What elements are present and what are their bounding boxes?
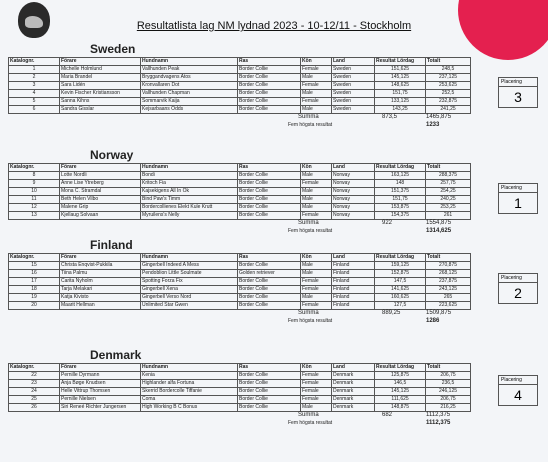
column-header-forare: Förare	[60, 58, 141, 66]
resultat-cell: 159,125	[375, 262, 426, 270]
column-header-forare: Förare	[60, 364, 141, 372]
column-header-katalog: Katalognr.	[9, 58, 60, 66]
table-row	[9, 212, 471, 220]
katalog-cell: 9	[9, 180, 60, 188]
totalt-cell: 237,875	[426, 278, 471, 286]
totalt-cell: 241,25	[426, 106, 471, 114]
column-header-land: Land	[332, 164, 375, 172]
ras-cell: Border Collie	[238, 212, 301, 220]
forare-cell: Maria Brandel	[60, 74, 141, 82]
fem-hogsta-label: Fem högsta resultat	[288, 420, 333, 426]
table-row	[9, 294, 471, 302]
totalt-cell: 261	[426, 212, 471, 220]
katalog-cell: 26	[9, 404, 60, 412]
hundnamn-cell: Highlander alfa Fortuna	[141, 380, 238, 388]
resultat-cell: 151,375	[375, 188, 426, 196]
forare-cell: Sanna Kihns	[60, 98, 141, 106]
ras-cell: Border Collie	[238, 294, 301, 302]
page-title	[0, 20, 548, 32]
totalt-cell: 243,125	[426, 286, 471, 294]
katalog-cell: 11	[9, 196, 60, 204]
ras-cell: Border Collie	[238, 66, 301, 74]
kon-cell: Male	[301, 172, 332, 180]
table-row	[9, 188, 471, 196]
ras-cell: Border Collie	[238, 396, 301, 404]
forare-cell: Lotte Nordli	[60, 172, 141, 180]
summa-totalt: 1509,875	[426, 310, 452, 316]
katalog-cell: 10	[9, 188, 60, 196]
column-header-kon: Kön	[301, 164, 332, 172]
land-cell: Norway	[332, 204, 375, 212]
resultat-cell: 111,625	[375, 396, 426, 404]
table-header-row	[9, 58, 471, 66]
kon-cell: Male	[301, 106, 332, 114]
resultat-cell: 148,625	[375, 82, 426, 90]
forare-cell: Beth Helen Vilbo	[60, 196, 141, 204]
totalt-cell: 248,5	[426, 66, 471, 74]
resultat-cell: 146,5	[375, 380, 426, 388]
placering-value: 4	[514, 387, 522, 403]
hundnamn-cell: Unlimited Star Gwen	[141, 302, 238, 310]
forare-cell: Tiina Palmu	[60, 270, 141, 278]
totalt-cell: 268,125	[426, 270, 471, 278]
ras-cell: Border Collie	[238, 196, 301, 204]
table-header-row	[9, 254, 471, 262]
hundnamn-cell: Vallhunden Peak	[141, 66, 238, 74]
table-row	[9, 380, 471, 388]
resultat-cell: 151,625	[375, 66, 426, 74]
totalt-cell: 236,5	[426, 380, 471, 388]
land-cell: Denmark	[332, 396, 375, 404]
kon-cell: Female	[301, 286, 332, 294]
forare-cell: Siri Reneé Richter Jungersen	[60, 404, 141, 412]
column-header-hund: Hundnamn	[141, 254, 238, 262]
forare-cell: Anja Bøge Knudsen	[60, 380, 141, 388]
kon-cell: Female	[301, 396, 332, 404]
katalog-cell: 3	[9, 82, 60, 90]
column-header-kon: Kön	[301, 254, 332, 262]
resultat-cell: 147,5	[375, 278, 426, 286]
forare-cell: Pernille Dyrmann	[60, 372, 141, 380]
kon-cell: Male	[301, 262, 332, 270]
totalt-cell: 223,625	[426, 302, 471, 310]
team-table	[8, 253, 471, 310]
table-row	[9, 204, 471, 212]
kon-cell: Male	[301, 270, 332, 278]
totalt-cell: 246,125	[426, 388, 471, 396]
table-row	[9, 82, 471, 90]
ras-cell: Border Collie	[238, 188, 301, 196]
land-cell: Finland	[332, 294, 375, 302]
summa-resultat: 889,25	[382, 310, 401, 316]
katalog-cell: 4	[9, 90, 60, 98]
fem-hogsta-label: Fem högsta resultat	[288, 228, 333, 234]
hundnamn-cell: Spotting Forza Fix	[141, 278, 238, 286]
forare-cell: Mona C. Stramdal	[60, 188, 141, 196]
totalt-cell: 252,5	[426, 90, 471, 98]
ras-cell: Border Collie	[238, 90, 301, 98]
totalt-cell: 216,25	[426, 404, 471, 412]
column-header-kon: Kön	[301, 58, 332, 66]
land-cell: Norway	[332, 172, 375, 180]
fem-hogsta-label: Fem högsta resultat	[288, 318, 333, 324]
land-cell: Finland	[332, 262, 375, 270]
placering-box	[498, 77, 538, 108]
column-header-ras: Ras	[238, 254, 301, 262]
column-header-resultat: Resultat Lördag	[375, 364, 426, 372]
column-header-hund: Hundnamn	[141, 164, 238, 172]
ras-cell: Border Collie	[238, 82, 301, 90]
katalog-cell: 13	[9, 212, 60, 220]
table-row	[9, 66, 471, 74]
kon-cell: Female	[301, 278, 332, 286]
totalt-cell: 288,375	[426, 172, 471, 180]
column-header-katalog: Katalognr.	[9, 164, 60, 172]
placering-box	[498, 375, 538, 406]
hundnamn-cell: Gingerbell Xena	[141, 286, 238, 294]
land-cell: Sweden	[332, 98, 375, 106]
summa-totalt: 1465,875	[426, 114, 452, 120]
ras-cell: Border Collie	[238, 74, 301, 82]
land-cell: Finland	[332, 278, 375, 286]
totalt-cell: 257,75	[426, 180, 471, 188]
totalt-cell: 206,75	[426, 396, 471, 404]
hundnamn-cell: Bryggandvagens Atos	[141, 74, 238, 82]
katalog-cell: 17	[9, 278, 60, 286]
hundnamn-cell: High Working B C Bonus	[141, 404, 238, 412]
resultat-cell: 152,875	[375, 270, 426, 278]
resultat-cell: 153,875	[375, 204, 426, 212]
summa-label: Summa	[298, 220, 319, 226]
land-cell: Denmark	[332, 404, 375, 412]
kon-cell: Female	[301, 180, 332, 188]
table-row	[9, 90, 471, 98]
totalt-cell: 240,25	[426, 196, 471, 204]
column-header-totalt: Totalt	[426, 254, 471, 262]
totalt-cell: 253,25	[426, 204, 471, 212]
table-row	[9, 262, 471, 270]
placering-value: 1	[514, 195, 522, 211]
fem-hogsta-value: 1286	[426, 318, 440, 324]
summa-label: Summa	[298, 310, 319, 316]
hundnamn-cell: Coma	[141, 396, 238, 404]
land-cell: Norway	[332, 212, 375, 220]
table-row	[9, 196, 471, 204]
table-header-row	[9, 364, 471, 372]
hundnamn-cell: Bondi	[141, 172, 238, 180]
forare-cell: Tarja Melakari	[60, 286, 141, 294]
ras-cell: Border Collie	[238, 106, 301, 114]
resultat-cell: 151,75	[375, 196, 426, 204]
katalog-cell: 5	[9, 98, 60, 106]
kon-cell: Male	[301, 74, 332, 82]
land-cell: Sweden	[332, 82, 375, 90]
table-row	[9, 372, 471, 380]
ras-cell: Border Collie	[238, 372, 301, 380]
hundnamn-cell: Bind Paw's Timm	[141, 196, 238, 204]
forare-cell: Kjellaug Solvaan	[60, 212, 141, 220]
hundnamn-cell: Myruilens's Nelly	[141, 212, 238, 220]
kon-cell: Female	[301, 82, 332, 90]
placering-value: 3	[514, 89, 522, 105]
summa-totalt: 1112,375	[426, 412, 451, 418]
land-cell: Sweden	[332, 90, 375, 98]
katalog-cell: 1	[9, 66, 60, 74]
kon-cell: Male	[301, 294, 332, 302]
ras-cell: Border Collie	[238, 204, 301, 212]
table-row	[9, 172, 471, 180]
column-header-resultat: Resultat Lördag	[375, 164, 426, 172]
forare-cell: Sandra Gisslar	[60, 106, 141, 114]
hundnamn-cell: Bordercollienes Elekt Kule Krutt	[141, 204, 238, 212]
fem-hogsta-value: 1112,375	[426, 420, 451, 426]
land-cell: Denmark	[332, 388, 375, 396]
resultat-cell: 163,125	[375, 172, 426, 180]
katalog-cell: 2	[9, 74, 60, 82]
land-cell: Sweden	[332, 66, 375, 74]
table-row	[9, 286, 471, 294]
totalt-cell: 270,875	[426, 262, 471, 270]
column-header-forare: Förare	[60, 254, 141, 262]
totalt-cell: 237,125	[426, 74, 471, 82]
kon-cell: Female	[301, 98, 332, 106]
hundnamn-cell: Sommarvik Kaija	[141, 98, 238, 106]
kon-cell: Male	[301, 204, 332, 212]
table-row	[9, 98, 471, 106]
kon-cell: Female	[301, 388, 332, 396]
placering-box	[498, 273, 538, 304]
column-header-totalt: Totalt	[426, 58, 471, 66]
katalog-cell: 8	[9, 172, 60, 180]
hundnamn-cell: Kajsekigens All In Ok	[141, 188, 238, 196]
resultat-cell: 148	[375, 180, 426, 188]
forare-cell: Christa Enqvist-Pukkila	[60, 262, 141, 270]
summa-label: Summa	[298, 114, 319, 120]
placering-box	[498, 183, 538, 214]
team-name: Sweden	[90, 42, 136, 56]
team-name: Finland	[90, 238, 133, 252]
katalog-cell: 23	[9, 380, 60, 388]
column-header-hund: Hundnamn	[141, 58, 238, 66]
column-header-resultat: Resultat Lördag	[375, 254, 426, 262]
hundnamn-cell: Skerrid Bordercolle Tiffanie	[141, 388, 238, 396]
forare-cell: Sara Lidén	[60, 82, 141, 90]
ras-cell: Border Collie	[238, 172, 301, 180]
totalt-cell: 254,25	[426, 188, 471, 196]
table-row	[9, 180, 471, 188]
forare-cell: Kevin Fischer Kristiansson	[60, 90, 141, 98]
hundnamn-cell: Kejsarbaans Odds	[141, 106, 238, 114]
ras-cell: Border Collie	[238, 388, 301, 396]
ras-cell: Border Collie	[238, 262, 301, 270]
land-cell: Finland	[332, 286, 375, 294]
totalt-cell: 206,75	[426, 372, 471, 380]
resultat-cell: 125,875	[375, 372, 426, 380]
katalog-cell: 18	[9, 286, 60, 294]
fem-hogsta-value: 1314,625	[426, 228, 452, 234]
team-table	[8, 363, 471, 412]
forare-cell: Carita Nyholm	[60, 278, 141, 286]
totalt-cell: 265	[426, 294, 471, 302]
table-row	[9, 404, 471, 412]
forare-cell: Katja Kivisto	[60, 294, 141, 302]
team-name: Denmark	[90, 348, 142, 362]
kon-cell: Female	[301, 212, 332, 220]
land-cell: Norway	[332, 196, 375, 204]
team-name: Norway	[90, 148, 134, 162]
summa-resultat: 873,5	[382, 114, 398, 120]
hundnamn-cell: Gingerbell Indeed A Mess	[141, 262, 238, 270]
hundnamn-cell: Pendoblion Little Soulmate	[141, 270, 238, 278]
land-cell: Denmark	[332, 372, 375, 380]
fem-hogsta-label: Fem högsta resultat	[288, 122, 333, 128]
resultat-cell: 151,75	[375, 90, 426, 98]
table-row	[9, 396, 471, 404]
land-cell: Sweden	[332, 74, 375, 82]
team-table	[8, 163, 471, 220]
ras-cell: Border Collie	[238, 180, 301, 188]
katalog-cell: 25	[9, 396, 60, 404]
katalog-cell: 6	[9, 106, 60, 114]
column-header-totalt: Totalt	[426, 364, 471, 372]
land-cell: Sweden	[332, 106, 375, 114]
column-header-ras: Ras	[238, 364, 301, 372]
table-header-row	[9, 164, 471, 172]
kon-cell: Female	[301, 372, 332, 380]
katalog-cell: 24	[9, 388, 60, 396]
forare-cell: Anne Lise Ytreberg	[60, 180, 141, 188]
hundnamn-cell: Kronvallaren Dot	[141, 82, 238, 90]
land-cell: Denmark	[332, 380, 375, 388]
land-cell: Finland	[332, 302, 375, 310]
column-header-katalog: Katalognr.	[9, 254, 60, 262]
forare-cell: Michelle Holmlund	[60, 66, 141, 74]
forare-cell: Malene Grip	[60, 204, 141, 212]
summa-resultat: 682	[382, 412, 393, 418]
resultat-cell: 141,625	[375, 286, 426, 294]
placering-label: Placering	[499, 376, 537, 385]
forare-cell: Maarit Hellman	[60, 302, 141, 310]
ras-cell: Border Collie	[238, 286, 301, 294]
ras-cell: Border Collie	[238, 302, 301, 310]
land-cell: Norway	[332, 180, 375, 188]
hundnamn-cell: Vallhunden Chapman	[141, 90, 238, 98]
land-cell: Norway	[332, 188, 375, 196]
resultat-cell: 154,375	[375, 212, 426, 220]
column-header-ras: Ras	[238, 58, 301, 66]
table-row	[9, 388, 471, 396]
ras-cell: Border Collie	[238, 404, 301, 412]
column-header-land: Land	[332, 364, 375, 372]
kon-cell: Male	[301, 188, 332, 196]
column-header-totalt: Totalt	[426, 164, 471, 172]
column-header-ras: Ras	[238, 164, 301, 172]
column-header-hund: Hundnamn	[141, 364, 238, 372]
ras-cell: Border Collie	[238, 98, 301, 106]
placering-label: Placering	[499, 78, 537, 87]
katalog-cell: 16	[9, 270, 60, 278]
table-row	[9, 74, 471, 82]
table-row	[9, 302, 471, 310]
kon-cell: Female	[301, 302, 332, 310]
table-row	[9, 278, 471, 286]
ras-cell: Golden retriever	[238, 270, 301, 278]
resultat-cell: 127,5	[375, 302, 426, 310]
kon-cell: Male	[301, 90, 332, 98]
resultat-cell: 143,25	[375, 106, 426, 114]
resultat-cell: 145,125	[375, 388, 426, 396]
hundnamn-cell: Kenia	[141, 372, 238, 380]
ras-cell: Border Collie	[238, 278, 301, 286]
placering-label: Placering	[499, 274, 537, 283]
katalog-cell: 15	[9, 262, 60, 270]
katalog-cell: 12	[9, 204, 60, 212]
resultat-cell: 148,875	[375, 404, 426, 412]
kon-cell: Male	[301, 196, 332, 204]
resultat-cell: 145,125	[375, 74, 426, 82]
kon-cell: Female	[301, 66, 332, 74]
fem-hogsta-value: 1233	[426, 122, 440, 128]
katalog-cell: 20	[9, 302, 60, 310]
summa-label: Summa	[298, 412, 319, 418]
column-header-katalog: Katalognr.	[9, 364, 60, 372]
kon-cell: Female	[301, 380, 332, 388]
placering-label: Placering	[499, 184, 537, 193]
column-header-resultat: Resultat Lördag	[375, 58, 426, 66]
table-row	[9, 106, 471, 114]
placering-value: 2	[514, 285, 522, 301]
column-header-land: Land	[332, 254, 375, 262]
forare-cell: Pernille Nielsen	[60, 396, 141, 404]
land-cell: Finland	[332, 270, 375, 278]
team-table	[8, 57, 471, 114]
ras-cell: Border Collie	[238, 380, 301, 388]
table-row	[9, 270, 471, 278]
katalog-cell: 22	[9, 372, 60, 380]
column-header-kon: Kön	[301, 364, 332, 372]
hundnamn-cell: Gingerbell Verso Nord	[141, 294, 238, 302]
katalog-cell: 19	[9, 294, 60, 302]
column-header-land: Land	[332, 58, 375, 66]
totalt-cell: 253,625	[426, 82, 471, 90]
forare-cell: Helle Vittrup Thomsen	[60, 388, 141, 396]
resultat-cell: 160,625	[375, 294, 426, 302]
hundnamn-cell: Kritoch Fia	[141, 180, 238, 188]
column-header-forare: Förare	[60, 164, 141, 172]
summa-totalt: 1554,875	[426, 220, 452, 226]
totalt-cell: 232,875	[426, 98, 471, 106]
summa-resultat: 922	[382, 220, 393, 226]
kon-cell: Male	[301, 404, 332, 412]
resultat-cell: 133,125	[375, 98, 426, 106]
page-title-text: Resultatlista lag NM lydnad 2023 - 10-12/11 - Stockholm	[136, 20, 412, 32]
